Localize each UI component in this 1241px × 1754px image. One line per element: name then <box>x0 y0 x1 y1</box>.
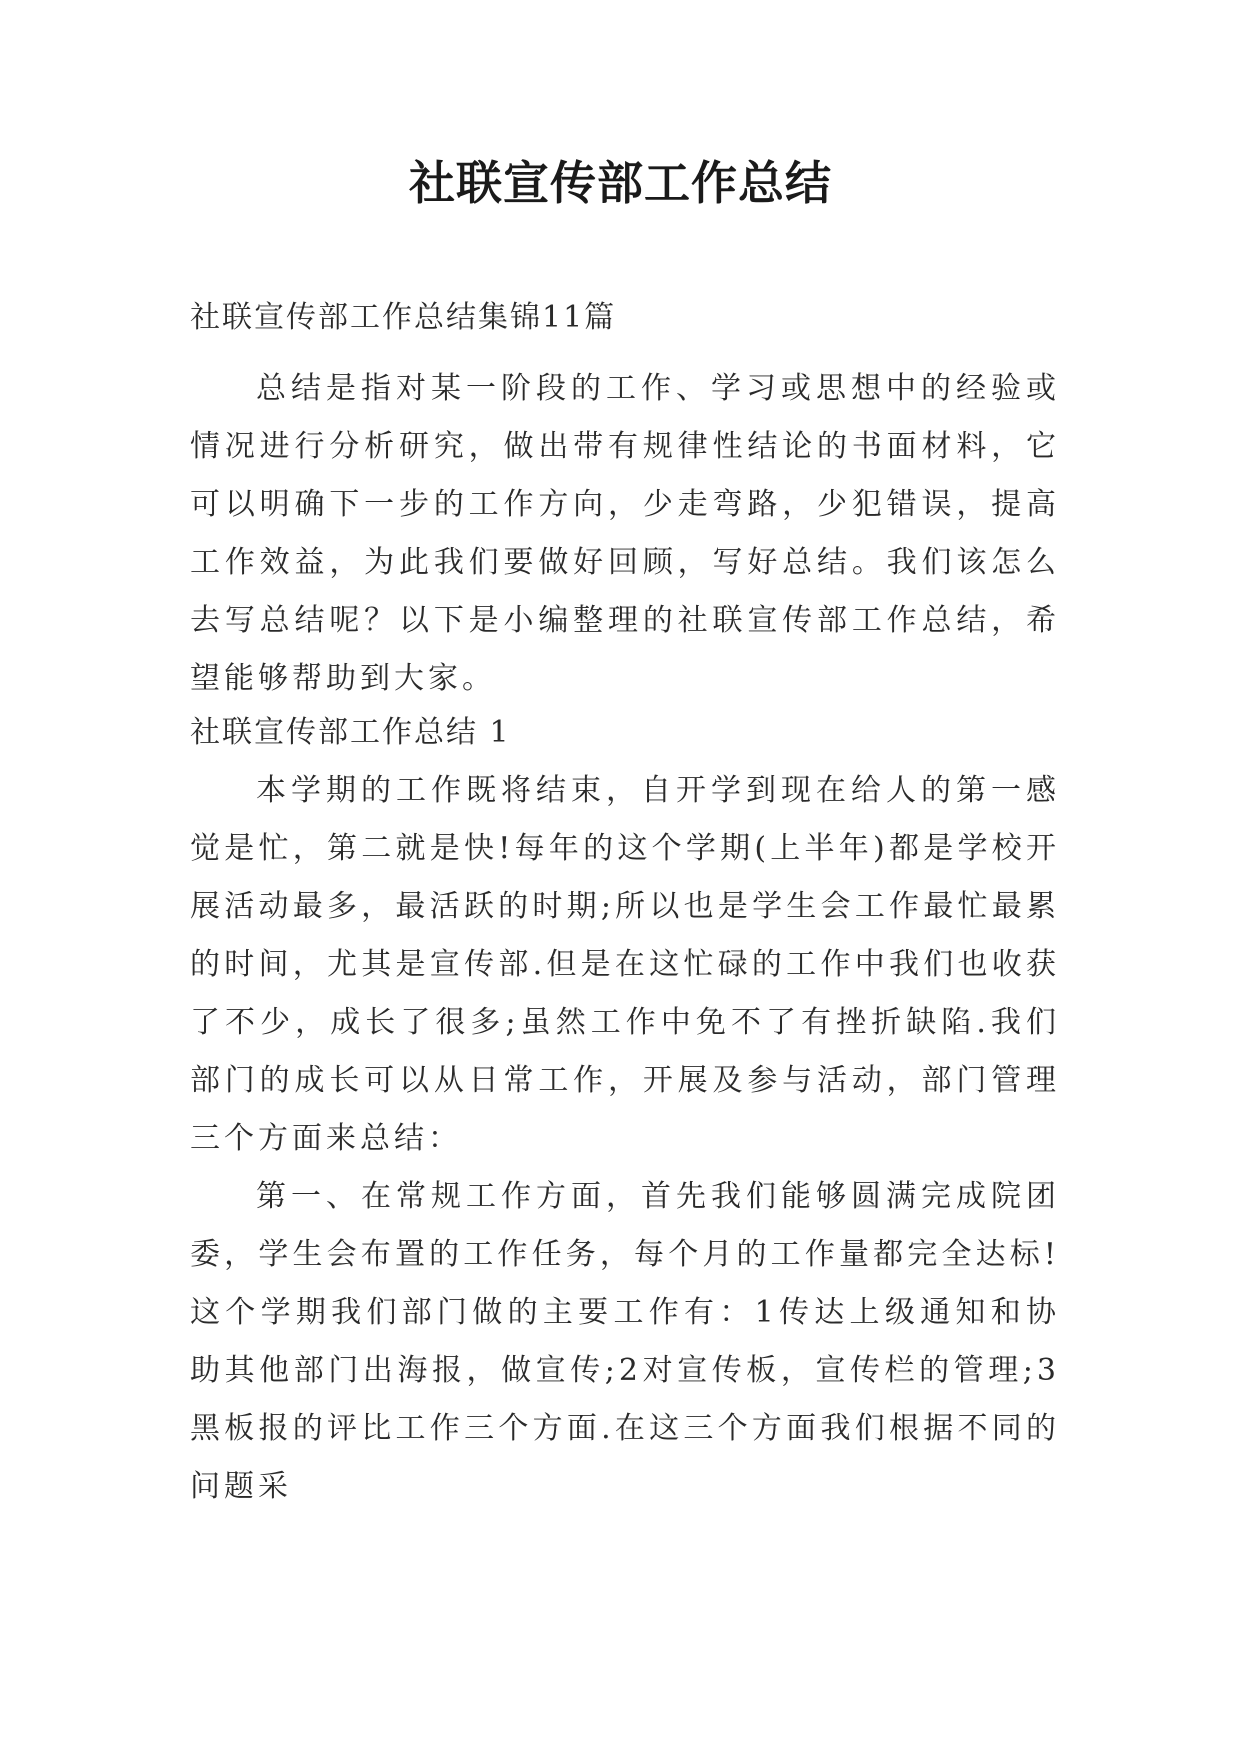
section-1-heading: 社联宣传部工作总结 1 <box>190 715 511 750</box>
document-subtitle: 社联宣传部工作总结集锦11篇 <box>190 300 617 335</box>
section-1-paragraph-1: 本学期的工作既将结束，自开学到现在给人的第一感觉是忙，第二就是快!每年的这个学期(上半年)都是学校开展活动最多，最活跃的时期;所以也是学生会工作最忙最累的时间，尤其是宣传部.但是在这忙碌的工作中我们也收获了不少，成长了很多;虽然工作中免不了有挫折缺陷.我们部门的成长可以从日常工作，开展及参与活动，部门管理三个方面来总结： <box>190 773 1060 1156</box>
document-title: 社联宣传部工作总结 <box>409 156 832 210</box>
intro-block <box>190 360 1060 708</box>
section-1-paragraph-2: 第一、在常规工作方面，首先我们能够圆满完成院团委，学生会布置的工作任务，每个月的工作量都完全达标!这个学期我们部门做的主要工作有：1传达上级通知和协助其他部门出海报，做宣传;2对宣传板，宣传栏的管理;3黑板报的评比工作三个方面.在这三个方面我们根据不同的问题采 <box>190 1179 1060 1504</box>
section-1 <box>190 704 1060 1516</box>
intro-paragraph: 总结是指对某一阶段的工作、学习或思想中的经验或情况进行分析研究，做出带有规律性结论的书面材料，它可以明确下一步的工作方向，少走弯路，少犯错误，提高工作效益，为此我们要做好回顾，写好总结。我们该怎么去写总结呢？以下是小编整理的社联宣传部工作总结，希望能够帮助到大家。 <box>190 371 1060 696</box>
